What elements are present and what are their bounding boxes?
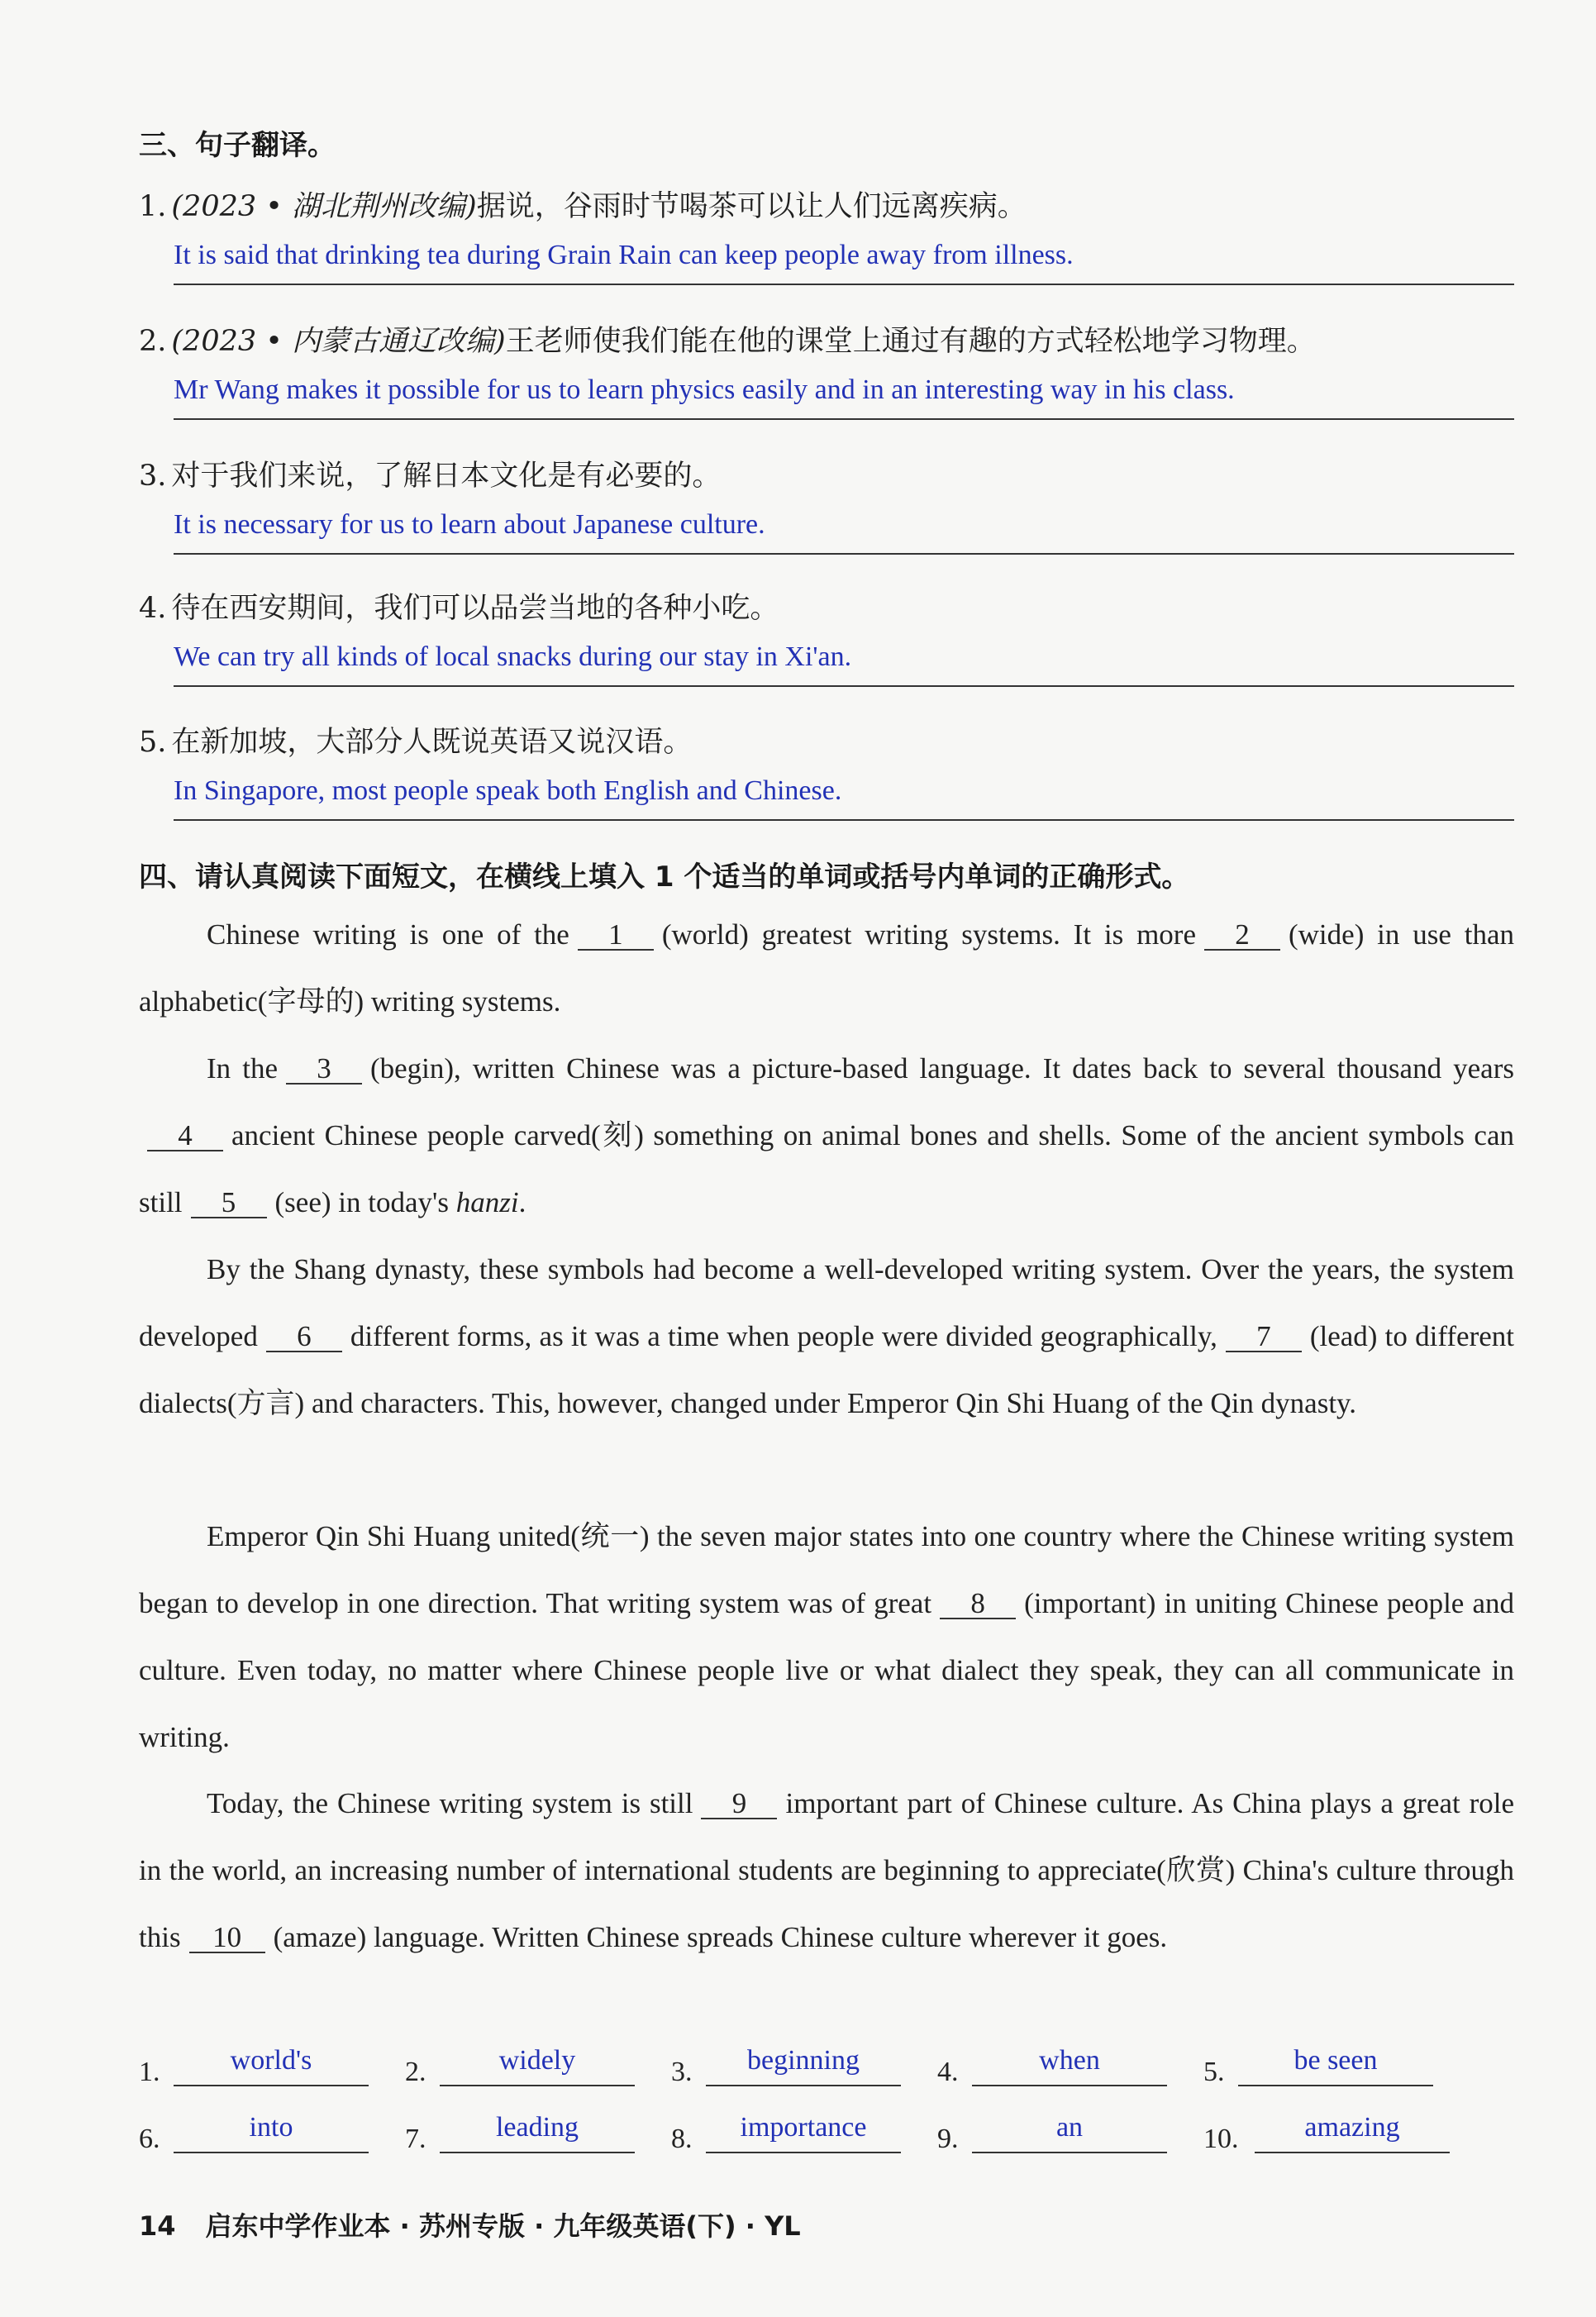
- section-4-heading: 四、请认真阅读下面短文，在横线上填入 1 个适当的单词或括号内单词的正确形式。: [139, 861, 1190, 894]
- answer-row-1: 1. world's 2. widely 3. beginning 4. when 5. be seen: [139, 2042, 1527, 2091]
- question-text: 据说，谷雨时节喝茶可以让人们远离疾病。: [476, 190, 1027, 223]
- blank-9: 9: [701, 1790, 777, 1819]
- blank-2: 2: [1204, 921, 1280, 951]
- question-text: 在新加坡，大部分人既说英语又说汉语。: [171, 726, 693, 759]
- answer-line: [174, 685, 1514, 687]
- section-3-heading: 三、句子翻译。: [139, 129, 336, 162]
- passage-paragraph-5: Today, the Chinese writing system is still 9 important part of Chinese culture. As China plays a great role in the world, an increasing number of international students are beginning to appreciate(欣赏) China's culture through this 10 (amaze) language. Written Chinese spreads Chinese culture wherever it goes.: [139, 1787, 1514, 1953]
- page-number: 14: [139, 2210, 176, 2242]
- blank-4: 4: [147, 1122, 223, 1151]
- answer-1: It is said that drinking tea during Grain Rain can keep people away from illness.: [174, 240, 1074, 270]
- blank-5: 5: [191, 1189, 267, 1218]
- book-title: 启东中学作业本 · 苏州专版 · 九年级英语(下) · YL: [205, 2210, 801, 2242]
- question-1: [139, 184, 1027, 225]
- answer-row-2: 6. into 7. leading 8. importance 9. an 10. amazing: [139, 2109, 1527, 2158]
- passage-paragraph-1: Chinese writing is one of the 1 (world) greatest writing systems. It is more 2 (wide) in use than alphabetic(字母的) writing systems.: [139, 918, 1514, 1018]
- question-number: 3.: [139, 460, 167, 493]
- blank-3: 3: [286, 1055, 362, 1085]
- passage-paragraph-2: In the 3 (begin), written Chinese was a picture-based language. It dates back to several thousand years4 ancient Chinese people carved(刻) something on animal bones and shells. Some of the ancient symbols can still 5 (see) in today's hanzi.: [139, 1052, 1514, 1218]
- answer-5: In Singapore, most people speak both English and Chinese.: [174, 775, 842, 806]
- answer-line: [174, 819, 1514, 821]
- question-source: (2023 • 湖北荆州改编): [171, 190, 477, 223]
- answer-3: It is necessary for us to learn about Japanese culture.: [174, 509, 765, 540]
- question-2: [139, 318, 1316, 360]
- question-number: 2.: [139, 325, 167, 358]
- question-text: 对于我们来说，了解日本文化是有必要的。: [171, 460, 722, 493]
- question-4: [139, 585, 779, 627]
- blank-6: 6: [266, 1323, 342, 1352]
- question-3: [139, 453, 721, 494]
- page-footer: [139, 2205, 801, 2243]
- question-number: 1.: [139, 190, 167, 223]
- passage-paragraph-4: Emperor Qin Shi Huang united(统一) the seven major states into one country where the Chinese writing system began to develop in one direction. That writing system was of great 8 (important) in uniting Chinese people and culture. Even today, no matter where Chinese people live or what dialect they speak, they can all communicate in writing.: [139, 1520, 1514, 1753]
- question-text: 待在西安期间，我们可以品尝当地的各种小吃。: [171, 592, 779, 625]
- question-number: 5.: [139, 726, 167, 759]
- blank-1: 1: [578, 921, 654, 951]
- answer-4: We can try all kinds of local snacks during our stay in Xi'an.: [174, 641, 852, 672]
- passage-paragraph-3: By the Shang dynasty, these symbols had become a well-developed writing system. Over the years, the system developed 6 different forms, as it was a time when people were divided geographically, 7 (lead) to different dialects(方言) and characters. This, however, changed under Emperor Qin Shi Huang of the Qin dynasty.: [139, 1253, 1514, 1419]
- answer-line: [174, 418, 1514, 420]
- blank-10: 10: [189, 1924, 265, 1953]
- blank-8: 8: [940, 1590, 1016, 1619]
- question-source: (2023 • 内蒙古通辽改编): [171, 325, 506, 358]
- question-text: 王老师使我们能在他的课堂上通过有趣的方式轻松地学习物理。: [505, 325, 1316, 358]
- question-number: 4.: [139, 592, 167, 625]
- blank-7: 7: [1226, 1323, 1302, 1352]
- question-5: [139, 719, 692, 760]
- answer-line: [174, 553, 1514, 555]
- answer-2: Mr Wang makes it possible for us to learn physics easily and in an interesting way in his class.: [174, 374, 1235, 405]
- answer-line: [174, 284, 1514, 285]
